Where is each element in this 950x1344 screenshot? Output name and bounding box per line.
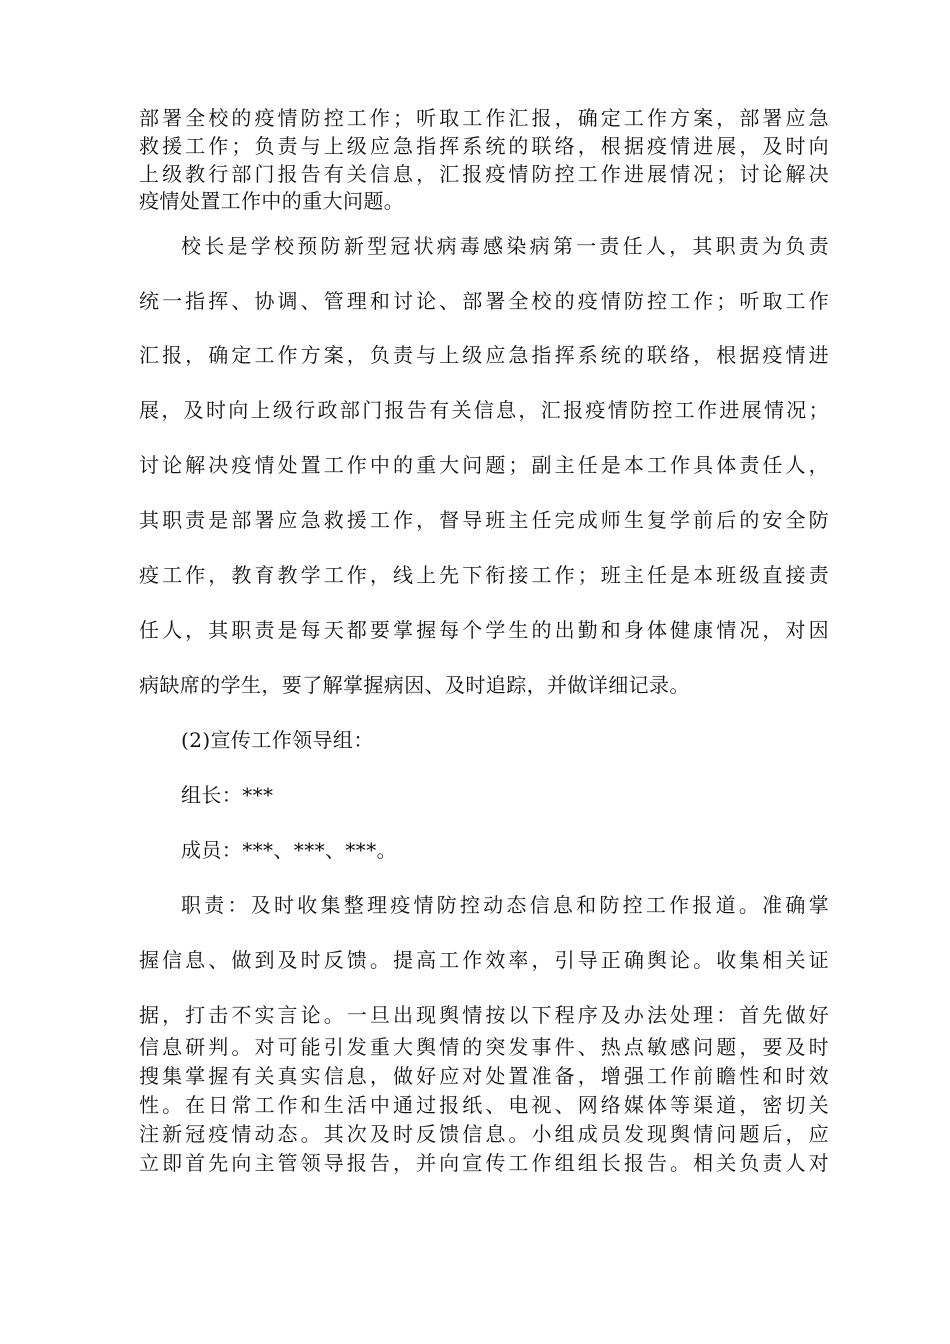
paragraph-line: 校长是学校预防新型冠状病毒感染病第一责任人，其职责为负责: [181, 234, 829, 258]
paragraph-line: 汇报，确定工作方案，负责与上级应急指挥系统的联络，根据疫情进: [139, 343, 829, 367]
paragraph-line: 疫工作，教育教学工作，线上先下衔接工作；班主任是本班级直接责: [139, 563, 829, 587]
paragraph-line: 信息研判。对可能引发重大舆情的突发事件、热点敏感问题，要及时: [139, 1035, 829, 1059]
section-heading: (2)宣传工作领导组：: [181, 728, 374, 752]
paragraph-line: 握信息、做到及时反馈。提高工作效率，引导正确舆论。收集相关证: [139, 948, 829, 972]
paragraph-line: 统一指挥、协调、管理和讨论、部署全校的疫情防控工作；听取工作: [139, 289, 829, 313]
paragraph-line: 疫情处置工作中的重大问题。: [139, 189, 405, 213]
paragraph-line: 上级教行部门报告有关信息，汇报疫情防控工作进展情况；讨论解决: [139, 162, 829, 186]
paragraph-line: 注新冠疫情动态。其次及时反馈信息。小组成员发现舆情问题后，应: [139, 1122, 829, 1146]
paragraph-line: 病缺席的学生，要了解掌握病因、及时追踪，并做详细记录。: [139, 673, 690, 697]
paragraph-line: 性。在日常工作和生活中通过报纸、电视、网络媒体等渠道，密切关: [139, 1093, 829, 1117]
group-members: 成员：***、***、***。: [181, 838, 397, 862]
paragraph-line: 救援工作；负责与上级应急指挥系统的联络，根据疫情进展，及时向: [139, 134, 829, 158]
paragraph-line: 立即首先向主管领导报告，并向宣传工作组组长报告。相关负责人对: [139, 1151, 829, 1175]
paragraph-line: 据，打击不实言论。一旦出现舆情按以下程序及办法处理：首先做好: [139, 1003, 829, 1027]
paragraph-line: 任人，其职责是每天都要掌握每个学生的出勤和身体健康情况，对因: [139, 618, 829, 642]
group-leader: 组长：***: [181, 783, 274, 807]
paragraph-line: 其职责是部署应急救援工作，督导班主任完成师生复学前后的安全防: [139, 508, 829, 532]
paragraph-line: 部署全校的疫情防控工作；听取工作汇报，确定工作方案，部署应急: [139, 106, 829, 130]
paragraph-line: 搜集掌握有关真实信息，做好应对处置准备，增强工作前瞻性和时效: [139, 1064, 829, 1088]
paragraph-line: 讨论解决疫情处置工作中的重大问题；副主任是本工作具体责任人，: [139, 453, 829, 477]
paragraph-line: 展，及时向上级行政部门报告有关信息，汇报疫情防控工作进展情况；: [139, 398, 829, 422]
paragraph-line: 职责：及时收集整理疫情防控动态信息和防控工作报道。准确掌: [181, 893, 829, 917]
